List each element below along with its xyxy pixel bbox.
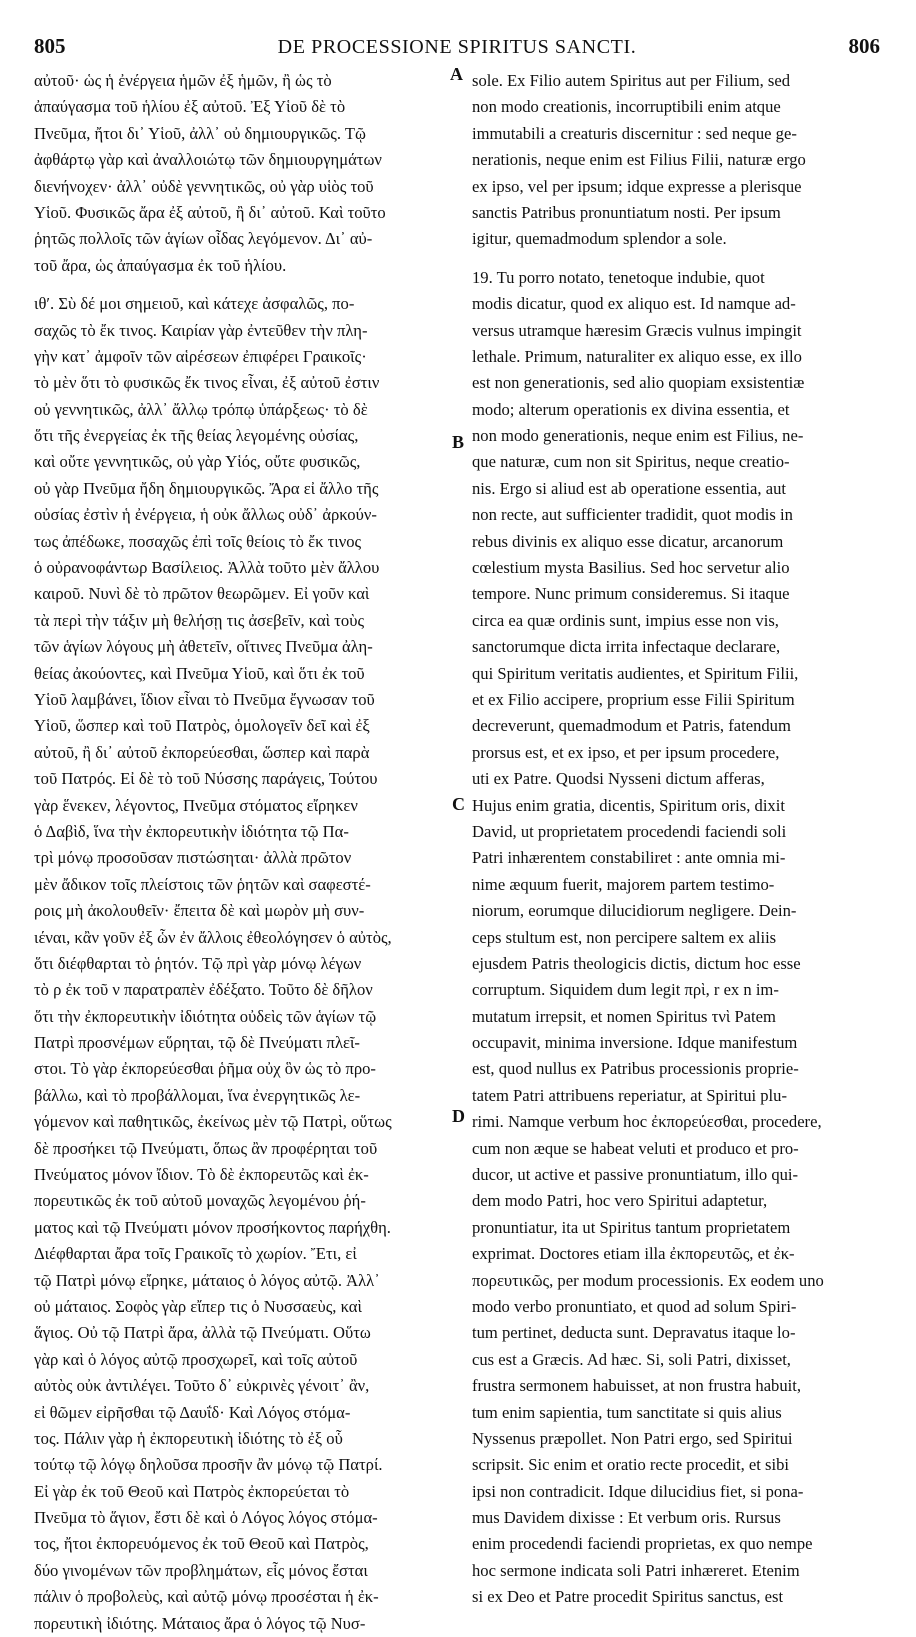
greek-text-line: τούτῳ τῷ λόγῳ δηλοῦσα προσῆν ἂν μόνῳ τῷ Πατρί. xyxy=(34,1455,383,1475)
latin-text-line: igitur, quemadmodum splendor a sole. xyxy=(472,229,727,249)
latin-text-line: cus est a Græcis. Ad hæc. Si, soli Patri, dixisset, xyxy=(472,1349,791,1369)
greek-text-line: Πνεῦμα τὸ ἅγιον, ἔστι δὲ καὶ ὁ Λόγος λόγος στόμα- xyxy=(34,1508,378,1528)
greek-text-line: ιέναι, κἂν γοῦν ἐξ ὧν ἐν ἄλλοις ἐθεολόγησεν ὁ αὐτὸς, xyxy=(34,927,392,947)
greek-text-line: θείας ἀκούοντες, καὶ Πνεῦμα Υἱοῦ, καὶ ὅτι ἐκ τοῦ xyxy=(34,663,365,683)
greek-text-line: τρὶ μόνῳ προσοῦσαν πιστώσηται· ἀλλὰ πρῶτον xyxy=(34,848,352,868)
latin-text-line: uti ex Patre. Quodsi Nysseni dictum afferas, xyxy=(472,769,765,789)
latin-text-line: hoc sermone indicata soli Patri inhæreret. Etenim xyxy=(472,1560,800,1580)
greek-text-line: οὐσίας ἐστὶν ἡ ἐνέργεια, ἡ οὐκ ἄλλως οὐδ᾽ ἀρκούν- xyxy=(34,505,377,525)
greek-text-line: διενήνοχεν· ἀλλ᾽ οὐδὲ γεννητικῶς, οὐ γὰρ υἱὸς τοῦ xyxy=(34,176,374,196)
latin-text-line: lethale. Primum, naturaliter ex aliquo esse, ex illo xyxy=(472,346,802,366)
greek-text-line: οὐ μάταιος. Σοφὸς γὰρ εἴπερ τις ὁ Νυσσαεὺς, καὶ xyxy=(34,1296,362,1316)
latin-text-line: decreverunt, quemadmodum et Patris, fatendum xyxy=(472,716,791,736)
greek-text-line: τῶν ἁγίων λόγους μὴ ἀθετεῖν, οἵτινες Πνεῦμα ἀλη- xyxy=(34,637,373,657)
latin-text-line: non modo creationis, incorruptibili enim atque xyxy=(472,97,781,117)
running-title: DE PROCESSIONE SPIRITUS SANCTI. xyxy=(277,36,637,58)
greek-text-line: καιροῦ. Νυνὶ δὲ τὸ πρῶτον θεωρῶμεν. Εἰ γοῦν καὶ xyxy=(34,584,370,604)
greek-text-line: Υἱοῦ λαμβάνει, ἴδιον εἶναι τὸ Πνεῦμα ἔγνωσαν τοῦ xyxy=(34,689,375,709)
latin-text-line: tum pertinet, deducta sunt. Depravatus itaque lo- xyxy=(472,1323,796,1343)
greek-text-line: τος, ἤτοι ἐκπορευόμενος ἐκ τοῦ Θεοῦ καὶ Πατρὸς, xyxy=(34,1534,369,1554)
latin-text-line: et ex Filio accipere, proprium esse Filii Spiritum xyxy=(472,689,795,709)
greek-text-line: καὶ οὔτε γεννητικῶς, οὐ γὰρ Υἱός, οὔτε φυσικῶς, xyxy=(34,452,361,472)
margin-marker-c: C xyxy=(452,794,465,814)
greek-text-line: αὐτοῦ, ἢ δι᾽ αὐτοῦ ἐκπορεύεσθαι, ὥσπερ καὶ παρὰ xyxy=(34,742,370,762)
latin-text-line: David, ut proprietatem procedendi faciendi soli xyxy=(472,821,787,841)
latin-text-line: frustra sermonem habuisset, at non frustra habuit, xyxy=(472,1376,802,1396)
latin-text-line: corruptum. Siquidem dum legit πρὶ, r ex n im- xyxy=(472,980,779,1000)
greek-text-line: τως ἀπέδωκε, ποσαχῶς ἐπὶ τοῖς θείοις τὸ ἔκ τινος xyxy=(34,531,362,551)
greek-text-line: ὅτι τὴν ἐκπορευτικὴν ἰδιότητα οὐδεὶς τῶν ἁγίων τῷ xyxy=(34,1006,377,1026)
latin-text-line: nis. Ergo si aliud est ab operatione essentia, aut xyxy=(472,478,786,498)
latin-text-line: cœlestium mysta Basilius. Sed hoc servetur alio xyxy=(472,558,790,578)
greek-text-line: στοι. Τὸ γὰρ ἐκπορεύεσθαι ῥῆμα οὐχ ὃν ὡς τὸ προ- xyxy=(34,1059,376,1079)
latin-text-line: modis dicatur, quod ex aliquo est. Id namque ad- xyxy=(472,294,796,314)
latin-text-line: versus utramque hæresim Græcis vulnus impingit xyxy=(472,320,802,340)
latin-text-line: 19. Tu porro notato, tenetoque indubie, quot xyxy=(472,267,765,287)
paragraph-gap xyxy=(34,279,446,291)
greek-text-line: ὅτι τῆς ἐνεργείας ἐκ τῆς θείας λεγομένης οὐσίας, xyxy=(34,426,359,446)
latin-column xyxy=(472,68,882,1611)
greek-text-line: δύο γινομένων τῶν προβλημάτων, εἷς μόνος ἔσται xyxy=(34,1560,368,1580)
latin-text-line: modo; alterum operationis ex divina essentia, et xyxy=(472,399,790,419)
latin-text-line: ejusdem Patris theologicis dictis, dictum hoc esse xyxy=(472,953,801,973)
greek-text-line: μὲν ἄδικον τοῖς πλείστοις τῶν ῥητῶν καὶ σαφεστέ- xyxy=(34,874,371,894)
latin-text-line: πορευτικῶς, per modum processionis. Ex eodem uno xyxy=(472,1270,824,1290)
greek-text-line: γόμενον καὶ παθητικῶς, ἐκείνως μὲν τῷ Πατρὶ, οὕτως xyxy=(34,1112,392,1132)
latin-text-line: sole. Ex Filio autem Spiritus aut per Filium, sed xyxy=(472,71,791,90)
greek-text-line: βάλλω, καὶ τὸ προβάλλομαι, ἵνα ἐνεργητικῶς λε- xyxy=(34,1085,361,1105)
latin-text-line: que naturæ, cum non sit Spiritus, neque creatio- xyxy=(472,452,790,472)
latin-text-line: ducor, ut active et passive pronuntiatum, illo qui- xyxy=(472,1165,799,1185)
greek-text-line: οὐ γεννητικῶς, ἀλλ᾽ ἄλλῳ τρόπῳ ὑπάρξεως· τὸ δὲ xyxy=(34,399,368,419)
latin-text-line: qui Spiritum veritatis audientes, et Spiritum Filii, xyxy=(472,663,799,683)
latin-text-line: est non generationis, sed alio quopiam exsistentiæ xyxy=(472,373,805,393)
greek-text-line: αὐτὸς οὐκ ἀντιλέγει. Τοῦτο δ᾽ εὐκρινὲς γένοιτ᾽ ἂν, xyxy=(34,1376,370,1396)
greek-text-line: τοῦ Πατρός. Εἰ δὲ τὸ τοῦ Νύσσης παράγεις, Τούτου xyxy=(34,769,378,789)
latin-text-line: Hujus enim gratia, dicentis, Spiritum oris, dixit xyxy=(472,795,785,815)
greek-text-line: οὐ γὰρ Πνεῦμα ἤδη δημιουργικῶς. Ἄρα εἰ ἄλλο τῆς xyxy=(34,478,379,498)
margin-marker-b: B xyxy=(452,432,465,452)
greek-text-line: τοῦ ἄρα, ὡς ἀπαύγασμα ἐκ τοῦ ἡλίου. xyxy=(34,255,287,275)
greek-text-line: τος. Πάλιν γὰρ ἡ ἐκπορευτικὴ ἰδιότης τὸ ἐξ οὗ xyxy=(34,1428,343,1448)
greek-text-line: ἀφθάρτῳ γὰρ καὶ ἀναλλοιώτῳ τῶν δημιουργημάτων xyxy=(34,150,382,170)
margin-marker-d: D xyxy=(452,1106,465,1126)
greek-text-line: Πνεύματος μόνον ἴδιον. Τὸ δὲ ἐκπορευτῶς καὶ ἐκ- xyxy=(34,1165,369,1185)
latin-text-line: Patri inhærentem constabiliret : ante omnia mi- xyxy=(472,848,786,868)
greek-text-line: Διέφθαρται ἄρα τοῖς Γραικοῖς τὸ χωρίον. Ἔτι, εἰ xyxy=(34,1244,357,1264)
latin-text-line: non modo generationis, neque enim est Filius, ne- xyxy=(472,426,804,446)
page-number-left: 805 xyxy=(34,34,66,58)
greek-text-line: πορευτικὴ ἰδιότης. Μάταιος ἄρα ὁ λόγος τῷ Νυσ- xyxy=(34,1613,366,1633)
greek-text-line: αὐτοῦ· ὡς ἡ ἐνέργεια ἡμῶν ἐξ ἡμῶν, ἢ ὡς τὸ xyxy=(34,71,332,90)
greek-text-line: γὴν κατ᾽ ἀμφοῖν τῶν αἱρέσεων ἐπιφέρει Γραικοῖς· xyxy=(34,346,367,366)
greek-text-line: εἰ θῶμεν εἰρῆσθαι τῷ Δαυΐδ· Καὶ Λόγος στόμα- xyxy=(34,1402,351,1422)
latin-text-line: rebus divinis ex aliquo esse dicatur, arcanorum xyxy=(472,531,784,551)
latin-text-line: pronuntiatur, ita ut Spiritus tantum proprietatem xyxy=(472,1217,791,1237)
greek-text-line: τὸ μὲν ὅτι τὸ φυσικῶς ἔκ τινος εἶναι, ἐξ αὐτοῦ ἐστιν xyxy=(34,373,380,393)
margin-marker-a: A xyxy=(450,64,463,84)
latin-text-line: circa ea quæ ordinis sunt, impius esse non vis, xyxy=(472,610,779,630)
greek-text-line: ῥητῶς πολλοῖς τῶν ἁγίων οἶδας λεγόμενον. Δι᾽ αὐ- xyxy=(34,229,373,249)
greek-text-line: σαχῶς τὸ ἔκ τινος. Καιρίαν γὰρ ἐντεῦθεν τὴν πλη- xyxy=(34,320,368,340)
paragraph-gap xyxy=(472,253,882,265)
latin-text-line: immutabili a creaturis discernitur : sed neque ge- xyxy=(472,123,797,143)
greek-text-line: πάλιν ὁ προβολεὺς, καὶ αὐτῷ μόνῳ προσέσται ἡ ἐκ- xyxy=(34,1587,379,1607)
greek-text-line: ματος καὶ τῷ Πνεύματι μόνον προσήκοντος παρήχθη. xyxy=(34,1217,391,1237)
greek-text-line: Υἱοῦ. Φυσικῶς ἄρα ἐξ αὐτοῦ, ἢ δι᾽ αὐτοῦ. Καὶ τοῦτο xyxy=(34,202,386,222)
latin-text-line: rimi. Namque verbum hoc ἐκπορεύεσθαι, procedere, xyxy=(472,1112,822,1132)
latin-text-line: si ex Deo et Patre procedit Spiritus sanctus, est xyxy=(472,1587,784,1607)
latin-text-line: sanctorumque dicta irrita infectaque declarare, xyxy=(472,637,781,657)
greek-text-line: ἀπαύγασμα τοῦ ἡλίου ἐξ αὐτοῦ. Ἐξ Υἱοῦ δὲ τὸ xyxy=(34,97,346,117)
latin-text-line: scripsit. Sic enim et oratio recte procedit, et sibi xyxy=(472,1455,790,1475)
greek-text-line: γὰρ ἕνεκεν, λέγοντος, Πνεῦμα στόματος εἴρηκεν xyxy=(34,795,358,815)
latin-text-line: nime æquum fuerit, majorem partem testimo- xyxy=(472,874,775,894)
greek-text-line: δὲ προσήκει τῷ Πνεύματι, ὅπως ἂν προφέρηται τοῦ xyxy=(34,1138,378,1158)
latin-text-line: ipsi non contradicit. Idque dilucidius fiet, si pona- xyxy=(472,1481,804,1501)
latin-text-line: tatem Patri attribuens reperiatur, at Spiritui plu- xyxy=(472,1085,787,1105)
latin-text-line: cum non æque se habeat veluti et produco et pro- xyxy=(472,1138,799,1158)
greek-column xyxy=(34,68,446,1637)
greek-text-line: ὁ οὐρανοφάντωρ Βασίλειος. Ἀλλὰ τοῦτο μὲν ἄλλου xyxy=(34,558,380,578)
greek-text-line: Πατρὶ προσνέμων εὕρηται, τῷ δὲ Πνεύματι πλεῖ- xyxy=(34,1033,360,1053)
latin-text-line: est, quod nullus ex Patribus processionis proprie- xyxy=(472,1059,799,1079)
latin-text-line: niorum, eorumque dilucidiorum negligere. Dein- xyxy=(472,901,797,921)
latin-text-line: tum enim sapientia, tum sanctitate si quis alius xyxy=(472,1402,782,1422)
latin-text-line: ceps stultum est, non percipere saltem ex aliis xyxy=(472,927,777,947)
latin-text-line: ex ipso, vel per ipsum; idque expresse a plerisque xyxy=(472,176,802,196)
latin-text-line: prorsus est, et ex ipso, et per ipsum procedere, xyxy=(472,742,780,762)
greek-text-line: πορευτικῶς ἐκ τοῦ αὐτοῦ μοναχῶς λεγομένου ῥή- xyxy=(34,1191,366,1211)
latin-text-line: tempore. Nunc primum consideremus. Si itaque xyxy=(472,584,790,604)
latin-text-line: sanctis Patribus pronuntiatum nosti. Per ipsum xyxy=(472,202,781,222)
greek-text-line: ὅτι διέφθαρται τὸ ῥητόν. Τῷ πρὶ γὰρ μόνῳ λέγων xyxy=(34,953,362,973)
greek-text-line: ιθʹ. Σὺ δέ μοι σημειοῦ, καὶ κάτεχε ἀσφαλῶς, πο- xyxy=(34,294,355,314)
greek-text-line: ὁ Δαβὶδ, ἵνα τὴν ἐκπορευτικὴν ἰδιότητα τῷ Πα- xyxy=(34,821,349,841)
latin-text-line: mutatum irrepsit, et nomen Spiritus τνὶ Patem xyxy=(472,1006,776,1026)
latin-text-line: dem modo Patri, hoc vero Spiritui adaptetur, xyxy=(472,1191,768,1211)
greek-text-line: τῷ Πατρὶ μόνῳ εἴρηκε, μάταιος ὁ λόγος αὐτῷ. Ἀλλ᾽ xyxy=(34,1270,380,1290)
greek-text-line: γὰρ καὶ ὁ λόγος αὐτῷ προσχωρεῖ, καὶ τοῖς αὐτοῦ xyxy=(34,1349,358,1369)
greek-text-line: Πνεῦμα, ἤτοι δι᾽ Υἱοῦ, ἀλλ᾽ οὐ δημιουργικῶς. Τῷ xyxy=(34,123,366,143)
latin-text-line: mus Davidem dixisse : Et verbum oris. Rursus xyxy=(472,1508,781,1528)
greek-text-line: Εἰ γὰρ ἐκ τοῦ Θεοῦ καὶ Πατρὸς ἐκπορεύεται τὸ xyxy=(34,1481,350,1501)
page-number-right: 806 xyxy=(848,34,880,58)
greek-text-line: τὰ περὶ τὴν τάξιν μὴ θελήσῃ τις ἀσεβεῖν, καὶ τοὺς xyxy=(34,610,365,630)
latin-text-line: enim procedendi faciendi proprietas, ex quo nempe xyxy=(472,1534,813,1554)
greek-text-line: ροις μὴ ἀκολουθεῖν· ἔπειτα δὲ καὶ μωρὸν μὴ συν- xyxy=(34,901,365,921)
latin-text-line: Nyssenus præpollet. Non Patri ergo, sed Spiritui xyxy=(472,1428,793,1448)
latin-text-line: modo verbo pronuntiato, et quod ad solum Spiri- xyxy=(472,1296,797,1316)
latin-text-line: nerationis, neque enim est Filius Filii, naturæ ergo xyxy=(472,150,806,170)
greek-text-line: ἅγιος. Οὐ τῷ Πατρὶ ἄρα, ἀλλὰ τῷ Πνεύματι. Οὕτω xyxy=(34,1323,371,1343)
greek-text-line: Υἱοῦ, ὥσπερ καὶ τοῦ Πατρὸς, ὁμολογεῖν δεῖ καὶ ἐξ xyxy=(34,716,370,736)
latin-text-line: non recte, aut sufficienter tradidit, quot modis in xyxy=(472,505,793,525)
latin-text-line: exprimat. Doctores etiam illa ἐκπορευτῶς, et ἐκ- xyxy=(472,1244,795,1264)
running-header xyxy=(34,34,880,64)
greek-text-line: τὸ ρ ἐκ τοῦ ν παρατραπὲν ἐδέξατο. Τοῦτο δὲ δῆλον xyxy=(34,980,373,1000)
latin-text-line: occupavit, minima inversione. Idque manifestum xyxy=(472,1033,798,1053)
